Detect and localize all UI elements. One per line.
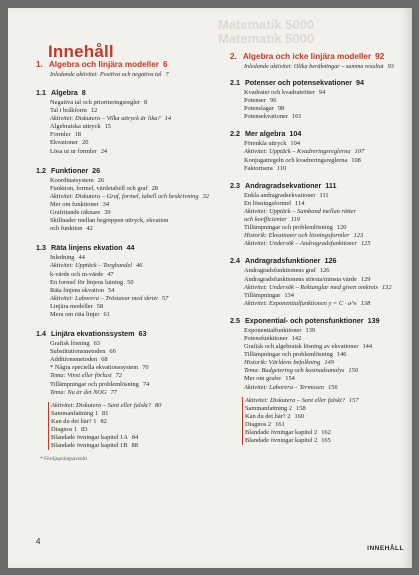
toc-entry xyxy=(36,209,226,217)
toc-entry xyxy=(36,311,226,319)
toc-entry-page: 58 xyxy=(96,302,104,310)
toc-entry xyxy=(230,140,410,148)
section-number: 2.4 xyxy=(230,256,240,266)
review-entry-page: 81 xyxy=(102,409,109,417)
section-title: Andragradsfunktioner xyxy=(245,256,321,266)
toc-entry-text: Potensekvationer xyxy=(244,113,289,121)
toc-entry-text: Linjära modeller xyxy=(50,302,93,310)
toc-entry-text: Potenslagar xyxy=(244,105,274,113)
toc-entry-page: 94 xyxy=(318,89,326,96)
toc-entry-page: 54 xyxy=(107,286,115,294)
toc-entry-page: 142 xyxy=(291,334,302,342)
toc-entry xyxy=(36,364,226,372)
toc-entry-text: Tillämpningar och problemlösning xyxy=(50,380,139,388)
toc-entry xyxy=(36,279,226,287)
chapter-page: 6 xyxy=(162,60,168,69)
toc-entry xyxy=(230,276,410,284)
toc-entry-page: 72 xyxy=(115,372,122,380)
toc-entry xyxy=(230,89,410,97)
section-title: Andragradsekvationer xyxy=(245,180,322,190)
toc-entry-text: Aktivitet: Diskutera – Graf, formel, tabell och beskrivning xyxy=(50,192,199,200)
toc-entry-page: 119 xyxy=(290,216,300,224)
toc-entry-text: Aktivitet: Undersök – Andragradsfunktioner xyxy=(244,240,357,248)
toc-entry-text: Funktion, formel, värdetabell och graf xyxy=(50,184,148,192)
review-entry-text: Kan du det här? 1 xyxy=(51,417,97,425)
toc-entry-text: Aktivitet: Upptäck – Torghandel xyxy=(50,262,133,270)
toc-entry-text: Aktivitet: Exponentialfunktionen y = C · a^x xyxy=(244,299,357,307)
section-page: 26 xyxy=(92,165,101,175)
toc-entry-page: 120 xyxy=(336,224,347,232)
toc-entry xyxy=(230,97,410,105)
toc-entry-page: 146 xyxy=(336,351,347,359)
toc-entry xyxy=(36,348,226,356)
toc-entry-page: 104 xyxy=(290,140,301,148)
toc-entry-page: 68 xyxy=(101,356,108,364)
section-number: 2.2 xyxy=(230,129,240,139)
toc-entry xyxy=(230,327,410,335)
toc-entry-text: Grafisk och algebraisk lösning av ekvationer xyxy=(244,343,359,351)
chapter-number: 1. xyxy=(36,60,43,69)
toc-entry xyxy=(36,381,226,389)
toc-entry xyxy=(230,300,410,308)
section-title: Räta linjens ekvation xyxy=(51,243,123,253)
toc-entry-page: 39 xyxy=(104,209,111,217)
section-heading xyxy=(36,166,226,175)
toc-entry-text: Tema: Budgetering och kostnadsanalys xyxy=(244,367,345,375)
section-page: 94 xyxy=(356,78,365,87)
review-entry xyxy=(51,410,226,418)
intro-activity xyxy=(36,71,226,78)
review-entry xyxy=(51,442,226,450)
toc-entry-page: 110 xyxy=(276,164,287,172)
toc-entry xyxy=(230,200,410,208)
chapter-heading xyxy=(36,60,226,69)
toc-entry xyxy=(36,356,226,364)
toc-entry-page: 154 xyxy=(285,375,295,383)
section-title: Exponential- och potensfunktioner xyxy=(245,315,364,325)
toc-entry-page: 96 xyxy=(270,97,277,105)
toc-entry-page: 134 xyxy=(284,291,294,299)
toc-entry xyxy=(36,115,226,123)
toc-entry xyxy=(230,367,410,375)
toc-entry-text: Mer om funktioner xyxy=(50,200,99,208)
toc-entry-page: 114 xyxy=(295,199,305,207)
toc-entry xyxy=(230,267,410,275)
toc-entry xyxy=(36,287,226,295)
toc-entry-page: 70 xyxy=(142,364,149,372)
running-head: INNEHÅLL xyxy=(367,545,404,552)
section-number: 2.5 xyxy=(230,315,240,325)
toc-entry xyxy=(36,262,226,270)
review-entry xyxy=(245,413,410,421)
toc-entry-text: Additionsmetoden xyxy=(50,356,98,364)
review-entry-text: Sammanfattning 2 xyxy=(245,404,293,412)
toc-entry-text: Aktivitet: Upptäck – Kvadreringsreglerna xyxy=(244,148,351,156)
toc-entry-page: 108 xyxy=(351,156,361,164)
toc-entry-page: 50 xyxy=(127,278,134,286)
toc-entry xyxy=(230,375,410,383)
toc-entry xyxy=(36,303,226,311)
section-number: 2.1 xyxy=(230,78,240,87)
toc-entry xyxy=(230,157,410,165)
toc-entry xyxy=(36,193,226,201)
toc-entry-text: Aktivitet: Laborera – Termosen xyxy=(244,383,324,391)
review-entry-text: Blandade övningar kapitel 2 xyxy=(245,429,318,436)
review-entry-page: 88 xyxy=(131,442,138,450)
review-entry xyxy=(245,429,410,437)
toc-entry-text: Grafritande räknare xyxy=(50,209,101,217)
section-number: 1.1 xyxy=(36,88,46,97)
toc-entry-text: Andragradsfunktionens största/minsta värde xyxy=(244,275,357,283)
section-number: 2.3 xyxy=(230,180,240,190)
review-entry xyxy=(51,418,226,426)
review-entry xyxy=(245,421,410,429)
toc-entry xyxy=(36,340,226,348)
review-entry-page: 162 xyxy=(321,429,331,436)
toc-entry-text: Tal i bråkform xyxy=(50,107,87,115)
review-entry xyxy=(245,405,410,413)
toc-entry-text: Tillämpningar xyxy=(244,291,281,299)
review-entry-text: Blandade övningar kapitel 2 xyxy=(245,437,318,445)
toc-entry-page: 32 xyxy=(202,192,209,200)
review-entry-page: 157 xyxy=(348,396,359,404)
toc-entry-text: Substitutionsmetoden xyxy=(50,348,106,356)
toc-entry-text: Förenkla uttryck xyxy=(244,140,287,148)
toc-entry-text: Räta linjens ekvation xyxy=(50,286,104,294)
toc-entry-text: Aktivitet: Laborera – Trästavar med skruv xyxy=(50,294,158,302)
review-entry xyxy=(51,434,226,442)
section-heading xyxy=(36,329,226,338)
toc-entry xyxy=(230,224,410,232)
chapter-title: Algebra och linjära modeller xyxy=(48,60,159,69)
review-entry-text: Blandade övningar kapitel 1A xyxy=(51,434,128,442)
toc-entry-page: 63 xyxy=(93,340,100,348)
review-entry xyxy=(51,402,226,410)
section-title: Mer algebra xyxy=(245,129,286,139)
toc-entry xyxy=(230,351,410,359)
section-page: 111 xyxy=(325,180,337,190)
toc-entry-text: Historik: Ekvationer och lösningsformler xyxy=(244,232,350,240)
toc-entry-page: 42 xyxy=(86,225,93,233)
chapter-review-block xyxy=(242,397,410,446)
toc-entry xyxy=(230,359,410,367)
toc-entry-page: 129 xyxy=(360,275,371,283)
review-entry-page: 160 xyxy=(294,412,305,420)
toc-entry-text: Grafisk lösning xyxy=(50,340,90,348)
toc-entry-text: Tema: Vinst eller förlust xyxy=(50,372,112,380)
right-column xyxy=(230,52,410,445)
toc-entry-text: Aktivitet: Diskutera – Vilka uttryck är lika? xyxy=(50,115,161,123)
toc-entry-text: Inledning xyxy=(50,254,75,262)
review-entry-page: 84 xyxy=(131,434,139,442)
review-entry-text: Diagnos 2 xyxy=(245,420,272,428)
toc-entry-page: 34 xyxy=(102,200,110,208)
show-through-text: Matematik 5000 Matematik 5000 xyxy=(218,17,315,46)
review-entry-text: Aktivitet: Diskutera – Sant eller falskt? xyxy=(245,396,345,404)
toc-entry xyxy=(230,232,410,240)
toc-entry xyxy=(230,165,410,173)
section-heading xyxy=(230,181,410,190)
book-page xyxy=(8,8,412,568)
review-entry-page: 82 xyxy=(100,417,107,425)
toc-entry-page: 144 xyxy=(362,343,373,351)
toc-entry-text: En lösningsformel xyxy=(244,199,292,207)
toc-entry-text: Lösa ut ur formler xyxy=(50,147,97,155)
toc-entry-page: 150 xyxy=(348,367,358,375)
toc-entry-page: 74 xyxy=(142,380,150,388)
section-heading xyxy=(230,256,410,265)
section-number: 1.4 xyxy=(36,329,46,339)
section-page: 104 xyxy=(289,129,302,139)
toc-entry-page: 61 xyxy=(103,310,110,318)
section-title: Potenser och potensekvationer xyxy=(245,78,353,87)
toc-entry-text: Ekvationer xyxy=(50,139,79,147)
toc-entry xyxy=(230,292,410,300)
section-heading xyxy=(230,129,410,138)
toc-entry xyxy=(230,192,410,200)
toc-entry-page: 44 xyxy=(78,254,85,262)
review-entry-text: Diagnos 1 xyxy=(51,426,78,433)
section-number: 1.2 xyxy=(36,165,46,175)
toc-entry-page: 15 xyxy=(104,123,111,131)
toc-entry-text: Tillämpningar och problemlösning xyxy=(244,351,333,359)
toc-entry-page: 20 xyxy=(82,139,89,147)
section-page: 126 xyxy=(324,256,337,266)
toc-entry-page: 107 xyxy=(354,148,365,156)
toc-entry-text: k-värde och m-värde xyxy=(50,270,104,278)
toc-entry xyxy=(36,225,226,233)
chapter-title: Algebra och icke linjära modeller xyxy=(242,52,372,61)
toc-entry-page: 126 xyxy=(319,267,330,275)
review-entry-text: Sammanfattning 1 xyxy=(51,409,99,417)
toc-entry-text: Potensfunktioner xyxy=(244,334,288,342)
toc-entry-page: 149 xyxy=(324,359,334,367)
toc-entry xyxy=(230,208,410,216)
toc-entry-page: 46 xyxy=(136,262,143,270)
toc-entry-page: 98 xyxy=(277,105,285,113)
toc-entry-page: 125 xyxy=(360,240,371,248)
toc-entry xyxy=(36,107,226,115)
toc-entry-text: Skillnader mellan begreppen uttryck, ekvation xyxy=(50,217,169,225)
chapter-number: 2. xyxy=(230,52,237,61)
toc-entry-text: och funktion xyxy=(50,225,83,233)
review-entry xyxy=(245,437,410,445)
toc-entry-page: 28 xyxy=(151,184,158,192)
toc-entry xyxy=(36,148,226,156)
review-entry-page: 158 xyxy=(296,404,306,412)
toc-entry-text: Mer om grafer xyxy=(244,375,282,383)
toc-entry xyxy=(230,216,410,224)
toc-entry xyxy=(36,217,226,225)
page-title: Innehåll xyxy=(48,42,114,61)
section-heading xyxy=(36,88,226,97)
toc-entry xyxy=(36,123,226,131)
toc-entry-text: Koordinatsystem xyxy=(50,176,94,184)
review-entry-text: Kan du det här? 2 xyxy=(245,412,291,420)
toc-entry xyxy=(36,177,226,185)
review-entry-text: Blandade övningar kapitel 1B xyxy=(51,442,128,450)
toc-entry-page: 18 xyxy=(74,131,81,139)
review-entry-page: 83 xyxy=(81,426,88,433)
section-page: 139 xyxy=(367,315,380,325)
toc-entry-page: 47 xyxy=(107,270,114,278)
toc-entry xyxy=(36,254,226,262)
left-column xyxy=(36,60,226,462)
intro-page: 93 xyxy=(387,63,394,70)
section-heading xyxy=(36,243,226,252)
toc-entry-page: 123 xyxy=(353,232,364,240)
review-entry-page: 165 xyxy=(321,437,331,445)
toc-entry-page: 57 xyxy=(161,294,169,302)
toc-entry-text: Formler xyxy=(50,131,71,139)
review-entry-page: 161 xyxy=(275,420,285,428)
section-title: Linjära ekvationssystem xyxy=(51,329,135,339)
toc-entry xyxy=(36,131,226,139)
toc-entry-page: 101 xyxy=(292,113,302,121)
toc-entry-text: Faktorisera xyxy=(244,164,273,172)
toc-entry xyxy=(230,113,410,121)
toc-entry-text: Tillämpningar och problemlösning xyxy=(244,224,333,232)
review-entry-page: 80 xyxy=(154,401,162,409)
toc-entry xyxy=(36,372,226,380)
toc-entry-text: Tema: Nu är det NOG xyxy=(50,388,107,396)
toc-entry xyxy=(230,343,410,351)
toc-entry xyxy=(230,284,410,292)
toc-entry-text: Andragradsfunktionens graf xyxy=(244,267,316,275)
toc-entry-page: 139 xyxy=(305,326,316,334)
toc-entry-page: 12 xyxy=(90,107,98,115)
toc-entry-text: Exponentialfunktioner xyxy=(244,326,302,334)
toc-entry-page: 26 xyxy=(97,176,105,184)
toc-entry xyxy=(230,240,410,248)
toc-entry-text: En formel för linjens lutning xyxy=(50,278,124,286)
section-page: 8 xyxy=(81,88,86,97)
toc-entry xyxy=(36,389,226,397)
toc-entry-text: Historik: Världens befolkning xyxy=(244,359,321,367)
toc-entry-page: 156 xyxy=(327,383,338,391)
toc-entry-text: och koefficienter xyxy=(244,216,287,224)
toc-entry-text: Aktivitet: Undersök – Rektanglar med given omkrets xyxy=(244,283,378,291)
review-entry-text: Aktivitet: Diskutera – Sant eller falskt? xyxy=(51,401,151,409)
toc-entry-page: 14 xyxy=(164,115,172,123)
toc-entry-page: 111 xyxy=(319,191,329,199)
toc-entry xyxy=(36,185,226,193)
toc-entry-text: Algebraiska uttryck xyxy=(50,123,101,131)
toc-entry-text: Negativa tal och prioriteringsregler xyxy=(50,99,140,106)
toc-entry xyxy=(230,335,410,343)
toc-entry-text: Enkla andragradsekvationer xyxy=(244,191,316,199)
chapter-review-block xyxy=(48,402,226,451)
toc-entry-text: Konjugatregeln och kvadreringsreglerna xyxy=(244,156,348,164)
toc-entry xyxy=(36,99,226,107)
toc-entry-text: Aktivitet: Upptäck – Samband mellan rötter xyxy=(244,207,356,215)
toc-entry-page: 138 xyxy=(360,299,371,307)
review-entry xyxy=(51,426,226,434)
intro-label: Inledande aktivitet: Positiva och negativa tal xyxy=(50,71,162,78)
intro-activity xyxy=(230,63,410,70)
section-page: 63 xyxy=(138,329,147,339)
toc-entry-text: Kvadrater och kvadratrötter xyxy=(244,89,315,96)
intro-label: Inledande aktivitet: Olika beräkningar – samma resultat xyxy=(244,63,384,70)
toc-entry xyxy=(36,295,226,303)
footnote: * Fördjupningsavsnitt xyxy=(40,456,88,463)
toc-entry xyxy=(36,271,226,279)
toc-entry-text: Potenser xyxy=(244,97,267,105)
toc-entry-text: Mera om räta linjer xyxy=(50,310,100,318)
section-heading xyxy=(230,316,410,325)
toc-entry-text: * Några speciella ekvationssystem xyxy=(50,364,139,372)
toc-entry xyxy=(36,139,226,147)
chapter-heading xyxy=(230,52,410,61)
toc-entry xyxy=(230,148,410,156)
section-title: Funktioner xyxy=(51,165,89,175)
section-title: Algebra xyxy=(51,88,78,97)
toc-entry xyxy=(230,384,410,392)
toc-entry-page: 77 xyxy=(110,388,117,396)
section-number: 1.3 xyxy=(36,243,46,253)
toc-entry-page: 24 xyxy=(100,147,108,155)
toc-entry xyxy=(36,201,226,209)
page-number: 4 xyxy=(36,537,41,546)
toc-entry-page: 132 xyxy=(381,283,392,291)
toc-entry-page: 66 xyxy=(109,348,116,356)
section-heading xyxy=(230,78,410,87)
toc-entry xyxy=(230,105,410,113)
section-page: 44 xyxy=(126,243,135,253)
review-entry xyxy=(245,397,410,405)
intro-page: 7 xyxy=(165,71,169,78)
chapter-page: 92 xyxy=(375,52,385,61)
toc-entry-page: 8 xyxy=(143,99,148,106)
